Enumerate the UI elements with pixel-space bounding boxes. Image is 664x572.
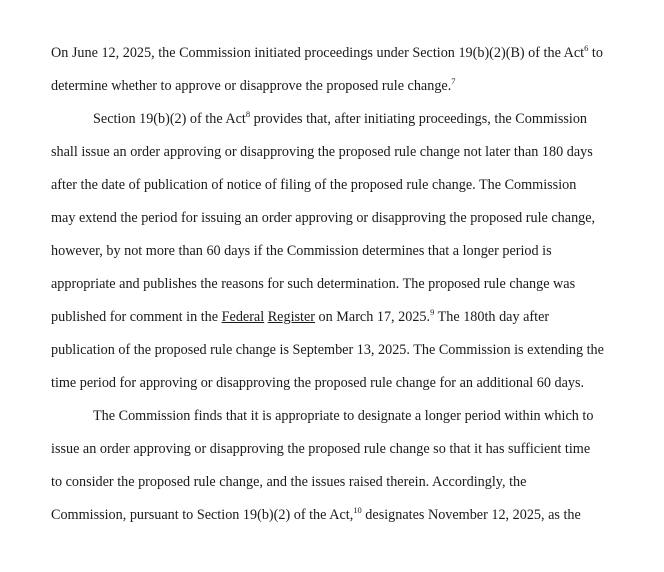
text-segment: issue an order approving or disapproving the proposed rule change so that it has sufficient time (51, 441, 591, 457)
text-segment: determine whether to approve or disapprove the proposed rule change. (51, 78, 452, 94)
text-line (51, 407, 651, 440)
text-line (51, 374, 651, 407)
text-line (51, 440, 651, 473)
text-segment: time period for approving or disapproving the proposed rule change for an additional 60 days. (51, 375, 585, 391)
text-segment: published for comment in the (51, 309, 222, 325)
text-segment: provides that, after initiating proceedings, the Commission (250, 111, 588, 127)
text-segment: appropriate and publishes the reasons for such determination. The proposed rule change was (51, 276, 576, 292)
footnote-reference: 10 (353, 505, 362, 515)
text-line (51, 209, 651, 242)
text-segment: on March 17, 2025. (315, 309, 431, 325)
text-line (51, 506, 651, 539)
footnote-reference: 9 (430, 307, 435, 317)
document-body (51, 44, 651, 539)
text-segment: Section 19(b)(2) of the Act (93, 111, 246, 127)
text-segment: shall issue an order approving or disapproving the proposed rule change not later than 180 days (51, 144, 593, 160)
text-line (51, 77, 651, 110)
text-line (51, 110, 651, 143)
text-line (51, 308, 651, 341)
text-line (51, 143, 651, 176)
text-segment: On June 12, 2025, the Commission initiated proceedings under Section 19(b)(2)(B) of the Act (51, 45, 585, 61)
text-line (51, 275, 651, 308)
text-line (51, 473, 651, 506)
footnote-reference: 8 (245, 109, 251, 119)
text-segment: The Commission finds that it is appropriate to designate a longer period within which to (93, 408, 594, 424)
underlined-text: Federal (221, 309, 265, 325)
text-segment: after the date of publication of notice of filing of the proposed rule change. The Commission (51, 177, 577, 193)
text-segment: to (588, 45, 603, 61)
text-line (51, 341, 651, 374)
text-line (51, 44, 651, 77)
text-line (51, 242, 651, 275)
underlined-text: Register (267, 309, 315, 325)
text-segment: The 180th day after (434, 309, 550, 325)
text-segment: however, by not more than 60 days if the Commission determines that a longer period is (51, 243, 552, 259)
text-line (51, 176, 651, 209)
text-segment: publication of the proposed rule change is September 13, 2025. The Commission is extending the (51, 342, 604, 358)
text-segment: designates November 12, 2025, as the (361, 507, 581, 523)
footnote-reference: 6 (584, 43, 589, 53)
text-segment: Commission, pursuant to Section 19(b)(2) of the Act, (51, 507, 354, 523)
footnote-reference: 7 (451, 76, 456, 86)
text-segment: may extend the period for issuing an order approving or disapproving the proposed rule change, (51, 210, 596, 226)
text-segment: to consider the proposed rule change, and the issues raised therein. Accordingly, the (51, 474, 527, 490)
